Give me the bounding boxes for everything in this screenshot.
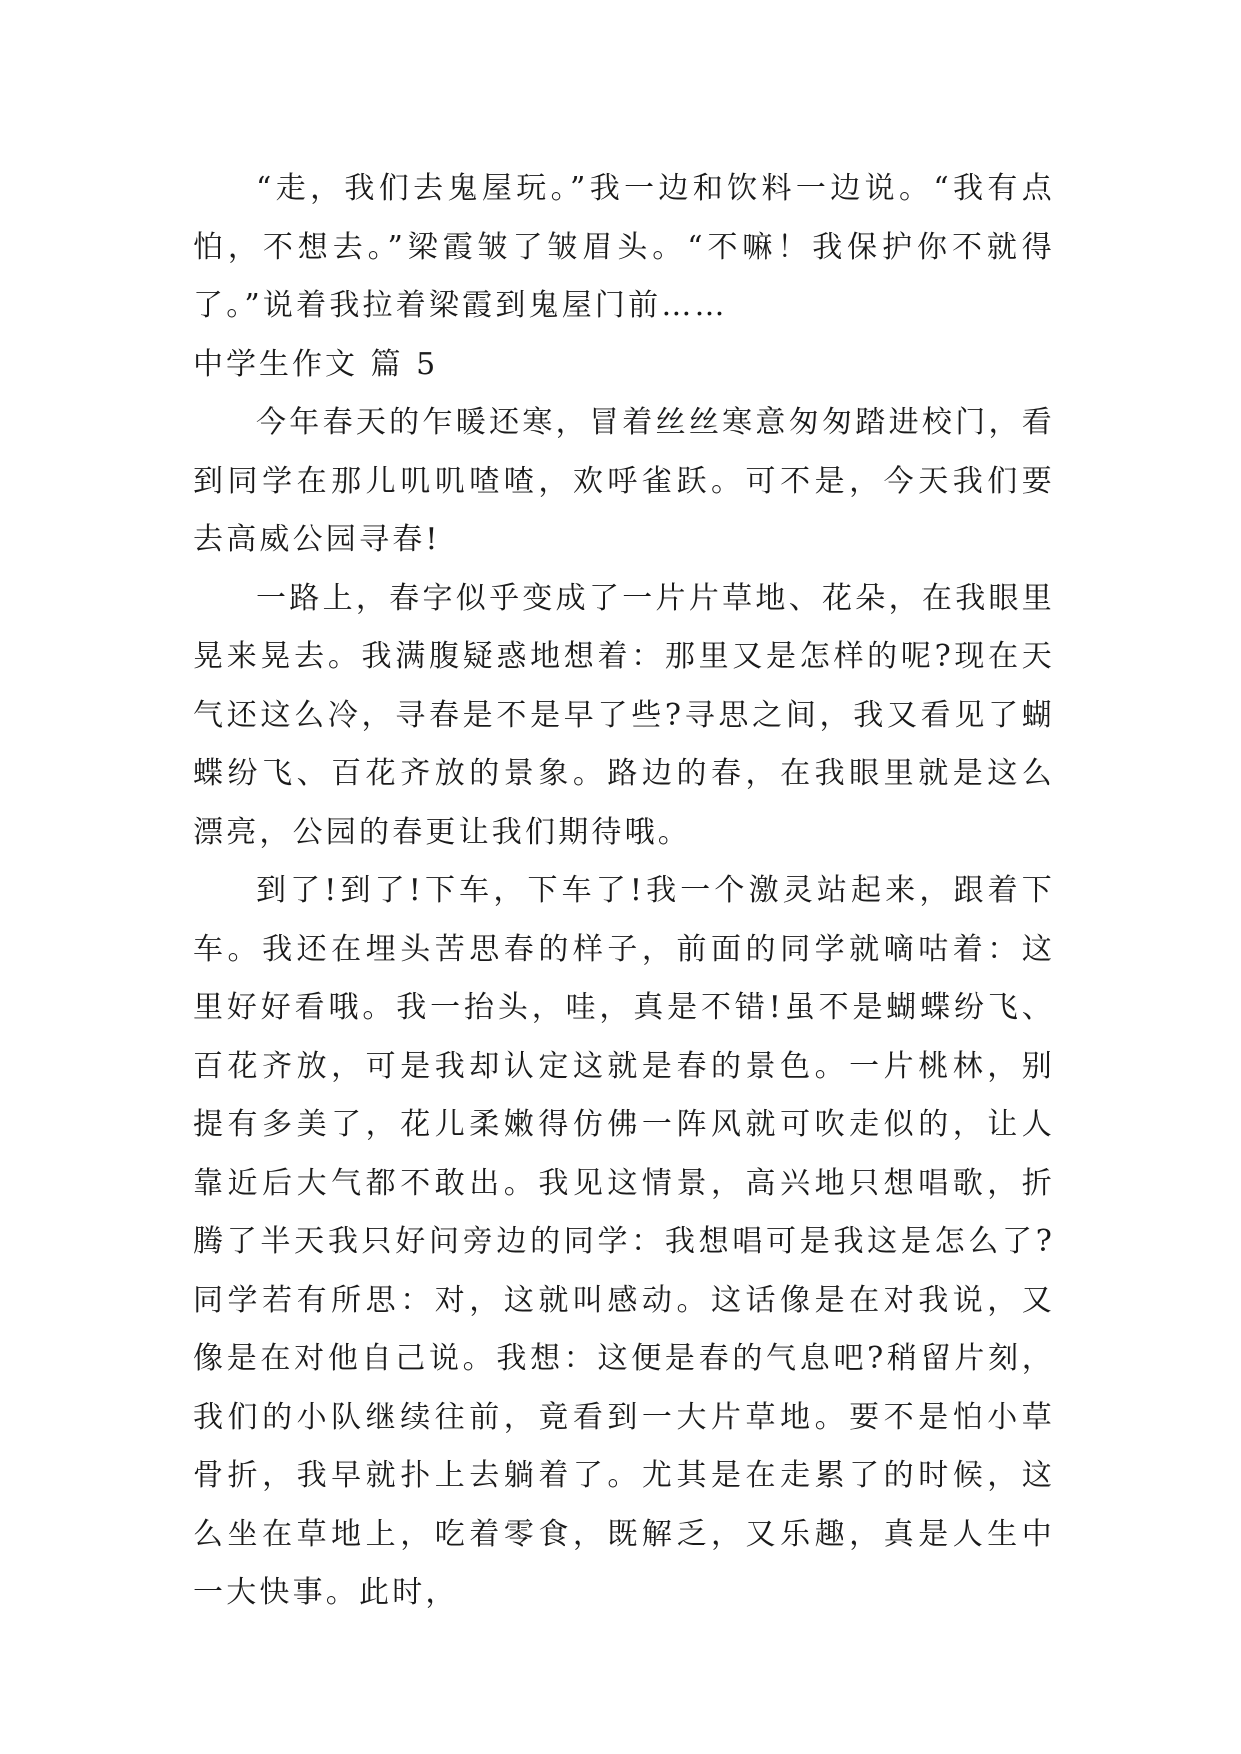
paragraph-ghost-house: “走，我们去鬼屋玩。”我一边和饮料一边说。“我有点怕，不想去。”梁霞皱了皱眉头。“不嘛！我保护你不就得了。”说着我拉着梁霞到鬼屋门前……: [193, 171, 1055, 323]
section-title: 中学生作文 篇 5: [193, 346, 439, 382]
paragraph-2: 一路上，春字似乎变成了一片片草地、花朵，在我眼里晃来晃去。我满腹疑惑地想着：那里又是怎样的呢?现在天气还这么冷，寻春是不是早了些?寻思之间，我又看见了蝴蝶纷飞、百花齐放的景象。路边的春，在我眼里就是这么漂亮，公园的春更让我们期待哦。: [193, 580, 1055, 850]
document-body: [193, 160, 1055, 1623]
paragraph-1: 今年春天的乍暖还寒，冒着丝丝寒意匆匆踏进校门，看到同学在那儿叽叽喳喳，欢呼雀跃。可不是，今天我们要去高威公园寻春!: [193, 405, 1055, 557]
paragraph-3: 到了!到了!下车，下车了!我一个激灵站起来，跟着下车。我还在埋头苦思春的样子，前面的同学就嘀咕着：这里好好看哦。我一抬头，哇，真是不错!虽不是蝴蝶纷飞、百花齐放，可是我却认定这就是春的景色。一片桃林，别提有多美了，花儿柔嫩得仿佛一阵风就可吹走似的，让人靠近后大气都不敢出。我见这情景，高兴地只想唱歌，折腾了半天我只好问旁边的同学：我想唱可是我这是怎么了?同学若有所思：对，这就叫感动。这话像是在对我说，又像是在对他自己说。我想：这便是春的气息吧?稍留片刻，我们的小队继续往前，竟看到一大片草地。要不是怕小草骨折，我早就扑上去躺着了。尤其是在走累了的时候，这么坐在草地上，吃着零食，既解乏，又乐趣，真是人生中一大快事。此时，: [193, 873, 1055, 1610]
